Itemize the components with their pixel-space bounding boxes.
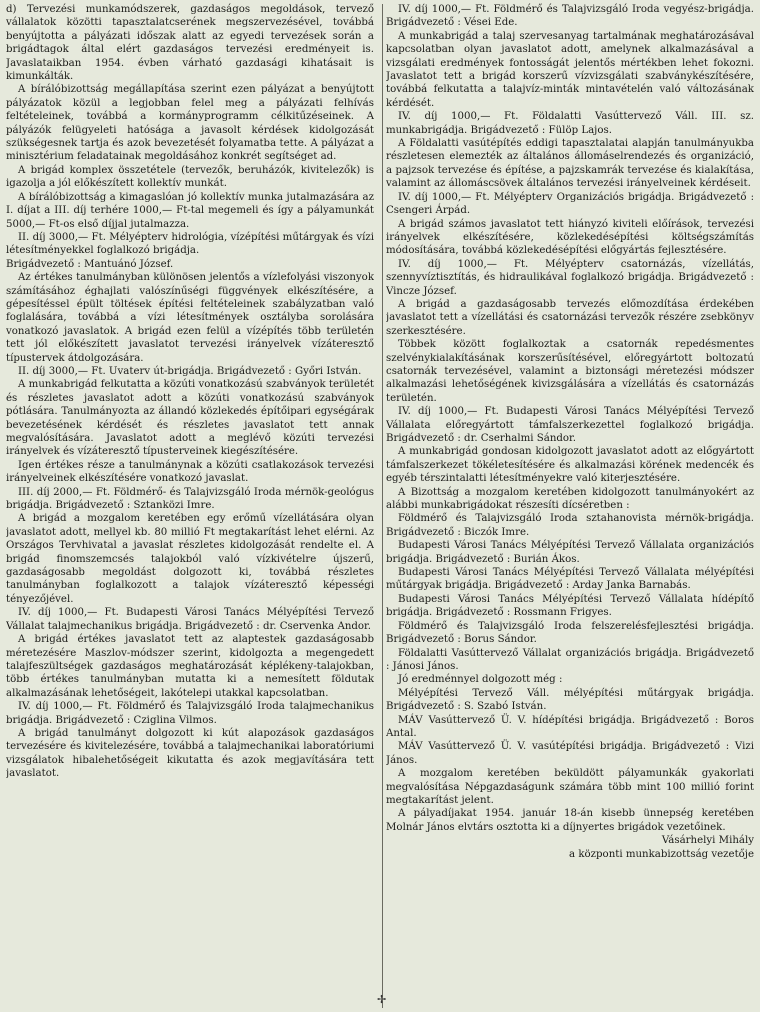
- paragraph: IV. díj 1000,— Ft. Földmérő és Talajvizsgáló Iroda vegyész-brigádja. Brigádvezető : Vései Ede.: [386, 4, 754, 29]
- paragraph: Földmérő és Talajvizsgáló Iroda felszerelésfejlesztési brigádja. Brigádvezető : Borus Sándor.: [386, 620, 754, 646]
- paragraph: IV. díj 1000,— Ft. Budapesti Városi Tanács Mélyépítési Tervező Vállalata előregyártott támfalszerkezettel foglalkozó brigádja. Brigádvezető : dr. Cserhalmi Sándor.: [386, 406, 754, 444]
- paragraph: IV. díj 1000,— Ft. Mélyépterv Organizációs brigádja. Brigádvezető : Csengeri Árpád.: [386, 191, 754, 217]
- paragraph: A Földalatti vasútépítés eddigi tapasztalatai alapján tanulmányukba részletesen elemezték az általános állomáselrendezés és organizáció, a pajzsok tervezése és építése, a pajzskamrák tervezése és kialakítása, valamint az állomáscsövek általános tervezési irányelveinek kérdéseit.: [386, 138, 754, 190]
- paragraph: Vásárhelyi Mihály: [661, 835, 754, 847]
- paragraph: A brigád a gazdaságosabb tervezés előmozdítása érdekében javaslatot tett a vízellátási és csatornázási tervezők részére zsebkönyv szerkesztésére.: [386, 298, 754, 337]
- paragraph: IV. díj 1000,— Ft. Mélyépterv csatornázás, vízellátás, szennyvíztisztítás, és hidraulikával foglalkozó brigádja. Brigádvezető : Vincze József.: [386, 258, 754, 297]
- paragraph: d) Tervezési munkamódszerek, gazdaságos megoldások, tervező vállalatok közötti tapasztalatcserének megszervezésével, továbbá benyújtotta a pályázati időszak alatt az egyedi tervezések során a brigádtagok által elért gazdaságos tervezési eredményeit is. Javaslataikban 1954. évben várható gazdasági kihatásait is kimunkálták.: [6, 4, 374, 83]
- left-column: [6, 3, 374, 1012]
- paragraph: A Bizottság a mozgalom keretében kidolgozott tanulmányokért az alábbi munkabrigádokat részesíti dícséretben :: [386, 486, 754, 512]
- paragraph: Brigádvezető : Mantuánó József.: [6, 258, 174, 270]
- paragraph: A mozgalom keretében beküldött pályamunkák gyakorlati megvalósítása Népgazdaságunk számára több mint 100 millió forint megtakarítást jelent.: [386, 768, 754, 806]
- paragraph: MÁV Vasúttervező Ü. V. vasútépítési brigádja. Brigádvezető : Vizi János.: [386, 741, 754, 766]
- page-mark-glyph: ✢: [377, 993, 387, 1006]
- paragraph: A bírálóbizottság megállapítása szerint ezen pályázat a benyújtott pályázatok közül a legjobban felel meg a pályázati felhívás feltételeinek, továbbá a kormányprogramm célkitűzéseinek. A pályázók felügyeleti hatósága a javasolt kérdések kidolgozását szükségesnek tartja és azok bevezetését folyamatba tette. A pályázat a minisztérium feladatainak megoldásához konkrét segítséget ad.: [6, 84, 374, 163]
- paragraph: MÁV Vasúttervező Ü. V. hídépítési brigádja. Brigádvezető : Boros Antal.: [386, 714, 754, 739]
- paragraph: Többek között foglalkoztak a csatornák repedésmentes szelvénykialakításának korszerűsítésével, előregyártott boltozatú csatornák tervezésével, valamint a biztonsági méretezési módszer alkalmazási lehetőségének kivizsgálására a vízellátás és csatornázás területén.: [386, 339, 754, 404]
- paragraph: Az értékes tanulmányban különösen jelentős a vízlefolyási viszonyok számításához éghajlati valószínűségi függvények elkészítésére, a gépesítéssel épült töltések építési feltételeinek szabályzatban való foglalására, továbbá a vízi létesítmények osztályba sorolására vonatkozó javaslatok. A brigád ezen felül a vízépítés több területén tett jól előkészített javaslatot tervezési irányelvek vízáteresztő típustervek átdolgozására.: [6, 272, 374, 364]
- paragraph: a központi munkabizottság vezetője: [569, 848, 754, 860]
- paragraph: A brigád komplex összetétele (tervezők, beruházók, kivitelezők) is igazolja a jól előkészített kollektív munkát.: [6, 164, 374, 190]
- paragraph: Földmérő és Talajvizsgáló Iroda sztahanovista mérnök-brigádja. Brigádvezető : Biczók Imre.: [386, 513, 754, 538]
- paragraph: A munkabrigád a talaj szervesanyag tartalmának meghatározásával kapcsolatban olyan javaslatot adott, amelynek alkalmazásával a vizsgálati eredmények fontosságát jelentős mértékben lehet fokozni. Javaslatot tett a brigád korszerű vízvizsgálati szabványkészítésére, továbbá felkutatta a talajvíz-minták mintavételén való változásának kérdését.: [386, 30, 754, 109]
- paragraph: Jó eredménnyel dolgozott még :: [398, 674, 563, 686]
- paragraph: A munkabrigád gondosan kidolgozott javaslatot adott az előgyártott támfalszerkezet tökéletesítésére és alkalmazási körének medencék és egyéb térszintalatti létesítményekre való kiterjesztésére.: [386, 446, 754, 485]
- paragraph: A brigád tanulmányt dolgozott ki kút alapozások gazdaságos tervezésére és kivitelezésére, továbbá a talajmechanikai laboratóriumi vizsgálatok hibalehetőségeit kikutatta és azok megjavítására tett javaslatot.: [6, 727, 374, 780]
- paragraph: Mélyépítési Tervező Váll. mélyépítési műtárgyak brigádja. Brigádvezető : S. Szabó István.: [386, 687, 754, 713]
- right-column: [386, 3, 754, 1012]
- paragraph: Földalatti Vasúttervező Vállalat organizációs brigádja. Brigádvezető : Jánosi János.: [386, 647, 754, 672]
- paragraph: A brigád számos javaslatot tett hiányzó kiviteli előírások, tervezési irányelvek elkészítésére, közlekedésépítési költségszámítás módosítására, továbbá közlekedésépítési előgyártás fejlesztésére.: [386, 218, 754, 257]
- paragraph: II. díj 3000,— Ft. Mélyépterv hidrológia, vízépítési műtárgyak és vízi létesítményekkel foglalkozó brigádja.: [6, 231, 374, 257]
- paragraph: A munkabrigád felkutatta a közúti vonatkozású szabványok területét és részletes javaslatot adott a közúti vonatkozású szabványok pótlására. Tanulmányozta az állandó közlekedés építőipari egységárak bevezetésének kérdését és részletes javaslatot tett annak megvalósítására. Javaslatot adott a meglévő közúti tervezési irányelvek és vízáteresztő típusterveinek kiegészítésére.: [6, 379, 374, 458]
- paragraph: A pályadíjakat 1954. január 18-án kisebb ünnepség keretében Molnár János elvtárs osztotta ki a díjnyertes brigádok vezetőinek.: [386, 808, 754, 833]
- paragraph: Budapesti Városi Tanács Mélyépítési Tervező Vállalata mélyépítési műtárgyak brigádja. Brigádvezető : Arday Janka Barnabás.: [386, 567, 754, 592]
- paragraph: Budapesti Városi Tanács Mélyépítési Tervező Vállalata organizációs brigádja. Brigádvezető : Burián Ákos.: [386, 540, 754, 565]
- paragraph: IV. díj 1000,— Ft. Budapesti Városi Tanács Mélyépítési Tervező Vállalat talajmechanikus brigádja. Brigádvezető : dr. Cservenka Andor.: [6, 607, 374, 632]
- column-divider: [382, 4, 383, 1008]
- paragraph: A brigád értékes javaslatot tett az alaptestek gazdaságosabb méretezésére Maszlov-módszer szerint, kidolgozta a megengedett talajfeszültségek gazdaságos meghatározását képlékeny-talajokban, több értékes tanulmányban mutatta ki a nemesített földutak alkalmazásának lehetőségeit, lakótelepi utakkal kapcsolatban.: [6, 634, 374, 699]
- paragraph: III. díj 2000,— Ft. Földmérő- és Talajvizsgáló Iroda mérnök-geológus brigádja. Brigádvezető : Sztanközi Imre.: [6, 486, 374, 512]
- paragraph: IV. díj 1000,— Ft. Földalatti Vasúttervező Váll. III. sz. munkabrigádja. Brigádvezető : Fülöp Lajos.: [386, 111, 754, 136]
- paragraph: Igen értékes része a tanulmánynak a közúti csatlakozások tervezési irányelveinek elkészítésére vonatkozó javaslat.: [6, 459, 374, 485]
- paragraph: II. díj 3000,— Ft. Uvaterv út-brigádja. Brigádvezető : Győri István.: [18, 365, 362, 377]
- paragraph: Budapesti Városi Tanács Mélyépítési Tervező Vállalata hídépítő brigádja. Brigádvezető : Rossmann Frigyes.: [386, 593, 754, 619]
- paragraph: A brigád a mozgalom keretében egy erőmű vízellátására olyan javaslatot adott, mellyel kb. 80 millió Ft megtakarítást lehet elérni. Az Országos Tervhivatal a javaslat részletes kidolgozását rendelte el. A brigád finomszemcsés talajokból való vízkivételre újszerű, gazdaságosabb megoldást dolgozott ki, továbbá részletes tanulmányban foglalkozott a talajok vízáteresztő képességi tényezőjével.: [6, 513, 374, 605]
- paragraph: A bírálóbizottság a kimagaslóan jó kollektív munka jutalmazására az I. díjat a III. díj terhére 1000,— Ft-tal megemeli és így a pályamunkát 5000,— Ft-os első díjjal jutalmazza.: [6, 191, 374, 230]
- paragraph: IV. díj 1000,— Ft. Földmérő és Talajvizsgáló Iroda talajmechanikus brigádja. Brigádvezető : Cziglina Vilmos.: [6, 701, 374, 726]
